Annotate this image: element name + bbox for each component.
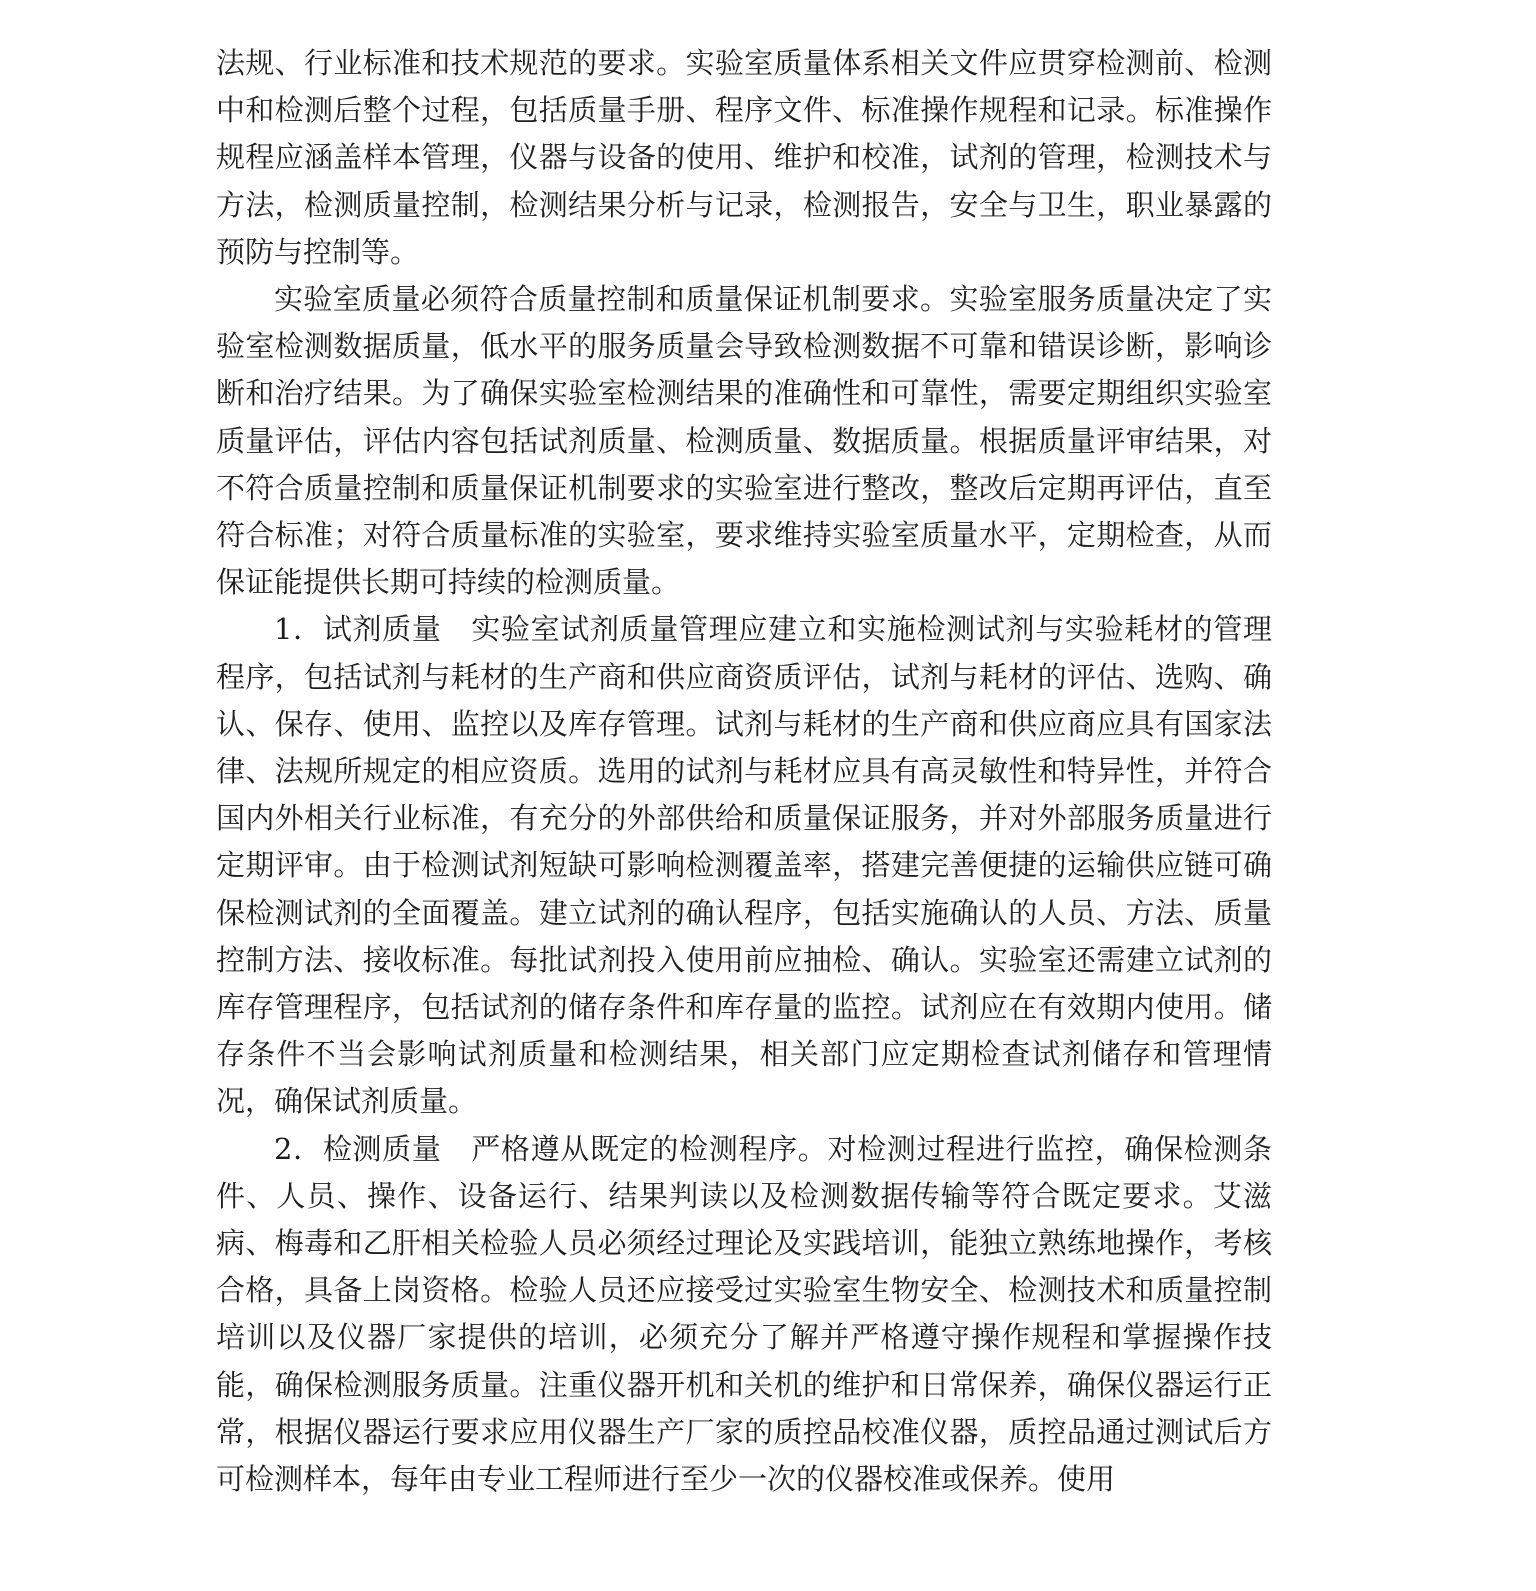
document-page [216, 40, 1272, 1503]
paragraph-text: 法规、行业标准和技术规范的要求。实验室质量体系相关文件应贯穿检测前、检测中和检测后整个过程，包括质量手册、程序文件、标准操作规程和记录。标准操作规程应涵盖样本管理，仪器与设备的使用、维护和校准，试剂的管理，检测技术与方法，检测质量控制，检测结果分析与记录，检测报告，安全与卫生，职业暴露的预防与控制等。 [216, 46, 1272, 269]
paragraph-testing-quality [216, 1126, 1272, 1504]
paragraph-text: 实验室质量必须符合质量控制和质量保证机制要求。实验室服务质量决定了实验室检测数据质量，低水平的服务质量会导致检测数据不可靠和错误诊断，影响诊断和治疗结果。为了确保实验室检测结果的准确性和可靠性，需要定期组织实验室质量评估，评估内容包括试剂质量、检测质量、数据质量。根据质量评审结果，对不符合质量控制和质量保证机制要求的实验室进行整改，整改后定期再评估，直至符合标准；对符合质量标准的实验室，要求维持实验室质量水平，定期检查，从而保证能提供长期可持续的检测质量。 [216, 282, 1272, 600]
paragraph-reagent-quality [216, 606, 1272, 1125]
section-heading-testing-quality: 2．检测质量 [274, 1131, 442, 1166]
paragraph-text: 实验室试剂质量管理应建立和实施检测试剂与实验耗材的管理程序，包括试剂与耗材的生产商和供应商资质评估，试剂与耗材的评估、选购、确认、保存、使用、监控以及库存管理。试剂与耗材的生产商和供应商应具有国家法律、法规所规定的相应资质。选用的试剂与耗材应具有高灵敏性和特异性，并符合国内外相关行业标准，有充分的外部供给和质量保证服务，并对外部服务质量进行定期评审。由于检测试剂短缺可影响检测覆盖率，搭建完善便捷的运输供应链可确保检测试剂的全面覆盖。建立试剂的确认程序，包括实施确认的人员、方法、质量控制方法、接收标准。每批试剂投入使用前应抽检、确认。实验室还需建立试剂的库存管理程序，包括试剂的储存条件和库存量的监控。试剂应在有效期内使用。储存条件不当会影响试剂质量和检测结果，相关部门应定期检查试剂储存和管理情况，确保试剂质量。 [216, 612, 1272, 1119]
paragraph-qms-documents [216, 40, 1272, 276]
paragraph-text: 严格遵从既定的检测程序。对检测过程进行监控，确保检测条件、人员、操作、设备运行、结果判读以及检测数据传输等符合既定要求。艾滋病、梅毒和乙肝相关检验人员必须经过理论及实践培训，能独立熟练地操作，考核合格，具备上岗资格。检验人员还应接受过实验室生物安全、检测技术和质量控制培训以及仪器厂家提供的培训，必须充分了解并严格遵守操作规程和掌握操作技能，确保检测服务质量。注重仪器开机和关机的维护和日常保养，确保仪器运行正常，根据仪器运行要求应用仪器生产厂家的质控品校准仪器，质控品通过测试后方可检测样本，每年由专业工程师进行至少一次的仪器校准或保养。使用 [216, 1131, 1272, 1497]
section-heading-reagent-quality: 1．试剂质量 [274, 612, 442, 647]
paragraph-quality-assurance [216, 276, 1272, 606]
